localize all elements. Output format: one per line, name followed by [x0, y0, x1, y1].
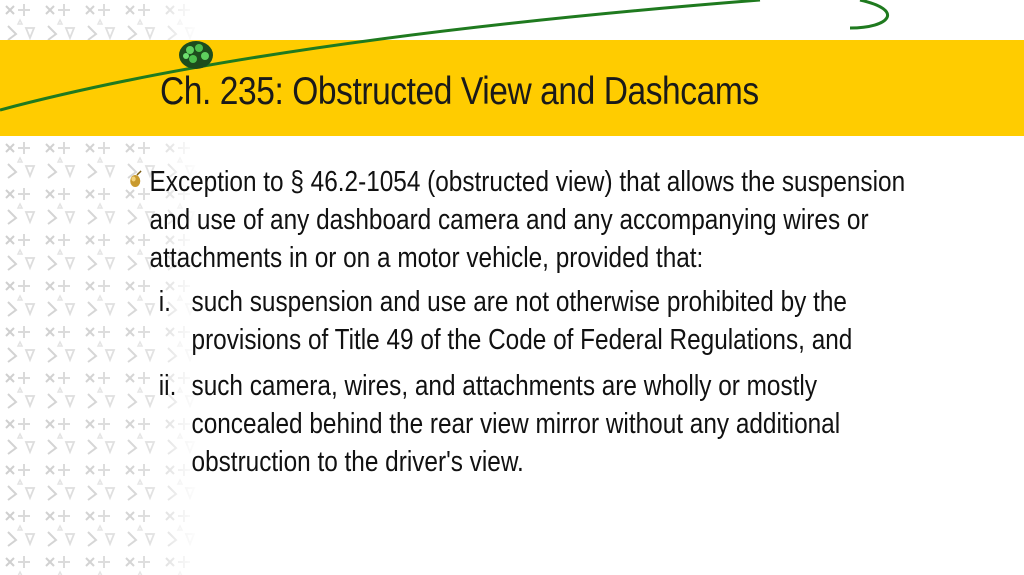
sub-item-marker: i. [158, 286, 171, 318]
bullet-orb-icon [126, 169, 144, 191]
sub-item-line: concealed behind the rear view mirror without any additional [191, 408, 841, 440]
sub-item-line: such camera, wires, and attachments are wholly or mostly [191, 370, 818, 402]
sub-item [126, 283, 949, 359]
sub-item [126, 367, 949, 481]
bullet-item [126, 163, 949, 277]
sub-item-marker: ii. [158, 370, 177, 402]
green-orb-icon [179, 41, 213, 69]
slide-title: Ch. 235: Obstructed View and Dashcams [160, 70, 759, 113]
bullet-line: Exception to § 46.2-1054 (obstructed view) that allows the suspension [149, 166, 906, 198]
bullet-line: and use of any dashboard camera and any accompanying wires or [149, 204, 869, 236]
sub-list [126, 283, 949, 481]
sub-item-line: provisions of Title 49 of the Code of Federal Regulations, and [191, 324, 853, 356]
sub-item-line: obstruction to the driver's view. [191, 446, 524, 478]
sub-item-line: such suspension and use are not otherwise prohibited by the [191, 286, 847, 318]
slide-body [126, 163, 949, 489]
bullet-line: attachments in or on a motor vehicle, provided that: [149, 242, 704, 274]
